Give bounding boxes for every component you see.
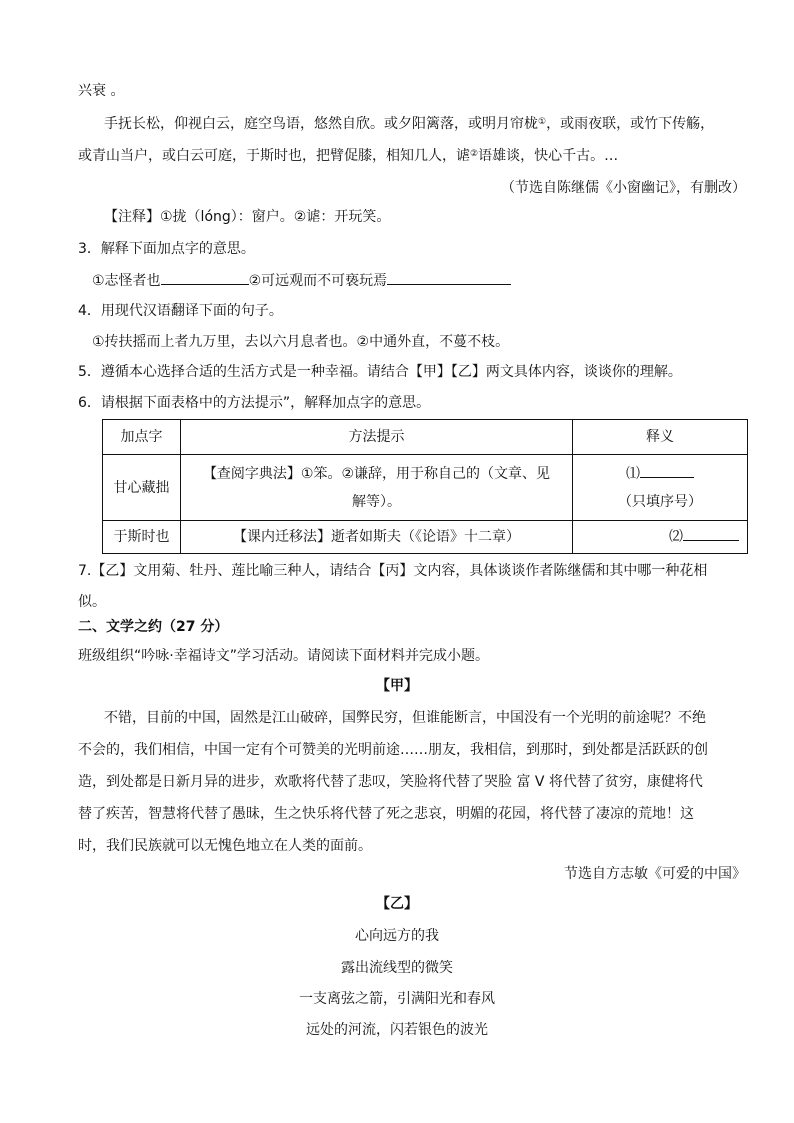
text-span: ，或雨夜联，或竹下传觞， bbox=[546, 116, 715, 132]
table-header-row bbox=[103, 420, 748, 455]
table-header-cell: 方法提示 bbox=[181, 420, 573, 455]
source-citation: （节选自陈继儒《小窗幽记》，有删改） bbox=[501, 180, 746, 196]
passage-line: 替了疾苦，智慧将代替了愚昧，生之快乐将代替了死之悲哀，明媚的花园，将代替了凄凉的荒地！这 bbox=[78, 806, 694, 822]
question-4: 4．用现代汉语翻译下面的句子。 bbox=[78, 303, 283, 319]
question-7-cont: 似。 bbox=[78, 594, 106, 610]
text-span: 或青山当户，或白云可庭，于斯时也，把臂促膝，相知几人，谑 bbox=[78, 148, 470, 164]
question-3-items bbox=[92, 270, 511, 291]
text-span: 语雄谈，快心千古。… bbox=[478, 148, 619, 164]
passage-label-jia: 【甲】 bbox=[376, 678, 418, 694]
table-row bbox=[103, 455, 748, 521]
footnote-marker: ② bbox=[470, 149, 479, 159]
question-5: 5．遵循本心选择合适的生活方式是一种幸福。请结合【甲】【乙】两文具体内容，谈谈你的理解。 bbox=[78, 364, 682, 380]
table-cell-word: 甘心藏拙 bbox=[103, 455, 181, 521]
question-6: 6．请根据下面表格中的方法提示”，解释加点字的意思。 bbox=[78, 395, 431, 411]
source-citation: 节选自方志敏《可爱的中国》 bbox=[564, 866, 746, 882]
table-cell-answer bbox=[573, 455, 748, 521]
table-header-cell: 加点字 bbox=[103, 420, 181, 455]
passage-line: 不会的，我们相信，中国一定有个可赞美的光明前途……朋友，我相信，到那时，到处都是活跃跃的创 bbox=[78, 742, 708, 758]
footnote-marker: ① bbox=[538, 117, 547, 127]
poem-line: 心向远方的我 bbox=[355, 928, 439, 944]
method-table bbox=[102, 419, 748, 554]
answer-index: ⑴ bbox=[626, 465, 640, 482]
text-line bbox=[104, 114, 714, 134]
answer-index: ⑵ bbox=[669, 529, 683, 545]
passage-line: 时，我们民族就可以无愧色地立在人类的面前。 bbox=[78, 838, 372, 854]
answer-blank[interactable] bbox=[683, 526, 739, 541]
passage-line: 不错，目前的中国，固然是江山破碎，国弊民穷，但谁能断言，中国没有一个光明的前途呢？不绝 bbox=[104, 710, 706, 726]
question-7: 7.【乙】文用菊、牡丹、莲比喻三种人，请结合【丙】文内容，具体谈谈作者陈继儒和其中哪一种花相 bbox=[78, 563, 708, 579]
passage-line: 造，到处都是日新月异的进步，欢歌将代替了悲叹，笑脸将代替了哭脸 富 V 将代替了贫穷，康健将代 bbox=[78, 774, 703, 790]
table-header-cell: 释义 bbox=[573, 420, 748, 455]
poem-line: 露出流线型的微笑 bbox=[341, 960, 453, 976]
table-row bbox=[103, 521, 748, 554]
answer-blank[interactable] bbox=[640, 463, 694, 478]
section-intro: 班级组织“吟咏·幸福诗文”学习活动。请阅读下面材料并完成小题。 bbox=[78, 648, 489, 664]
section-heading: 二、文学之约（27 分） bbox=[78, 619, 229, 635]
passage-label-yi: 【乙】 bbox=[376, 896, 418, 912]
answer-blank[interactable] bbox=[161, 270, 249, 285]
question-3a: ①志怪者也 bbox=[92, 273, 161, 289]
text-span: 手抚长松，仰视白云，庭空鸟语，悠然自欣。或夕阳篱落，或明月帘栊 bbox=[104, 116, 538, 132]
poem-line: 一支离弦之箭，引满阳光和春风 bbox=[299, 991, 495, 1007]
table-cell-method: 【课内迁移法】逝者如斯夫（《论语》十二章） bbox=[181, 521, 573, 554]
text-line bbox=[78, 146, 618, 166]
table-cell-answer bbox=[573, 521, 748, 554]
answer-hint: （只填序号） bbox=[618, 493, 702, 510]
answer-blank[interactable] bbox=[387, 270, 511, 285]
text-line: 兴衰 。 bbox=[78, 83, 125, 99]
table-cell-word: 于斯时也 bbox=[103, 521, 181, 554]
poem-line: 远处的河流，闪若银色的波光 bbox=[306, 1022, 488, 1038]
question-3: 3．解释下面加点字的意思。 bbox=[78, 241, 255, 257]
table-cell-method: 【查阅字典法】①笨。②谦辞，用于称自己的（文章、见解等）。 bbox=[181, 455, 573, 521]
question-4-items: ①抟扶摇而上者九万里，去以六月息者也。②中通外直，不蔓不枝。 bbox=[92, 334, 510, 350]
annotation-note: 【注释】①拢（lóng）：窗户。②谑：开玩笑。 bbox=[104, 209, 391, 225]
question-3b: ②可远观而不可亵玩焉 bbox=[248, 273, 388, 289]
